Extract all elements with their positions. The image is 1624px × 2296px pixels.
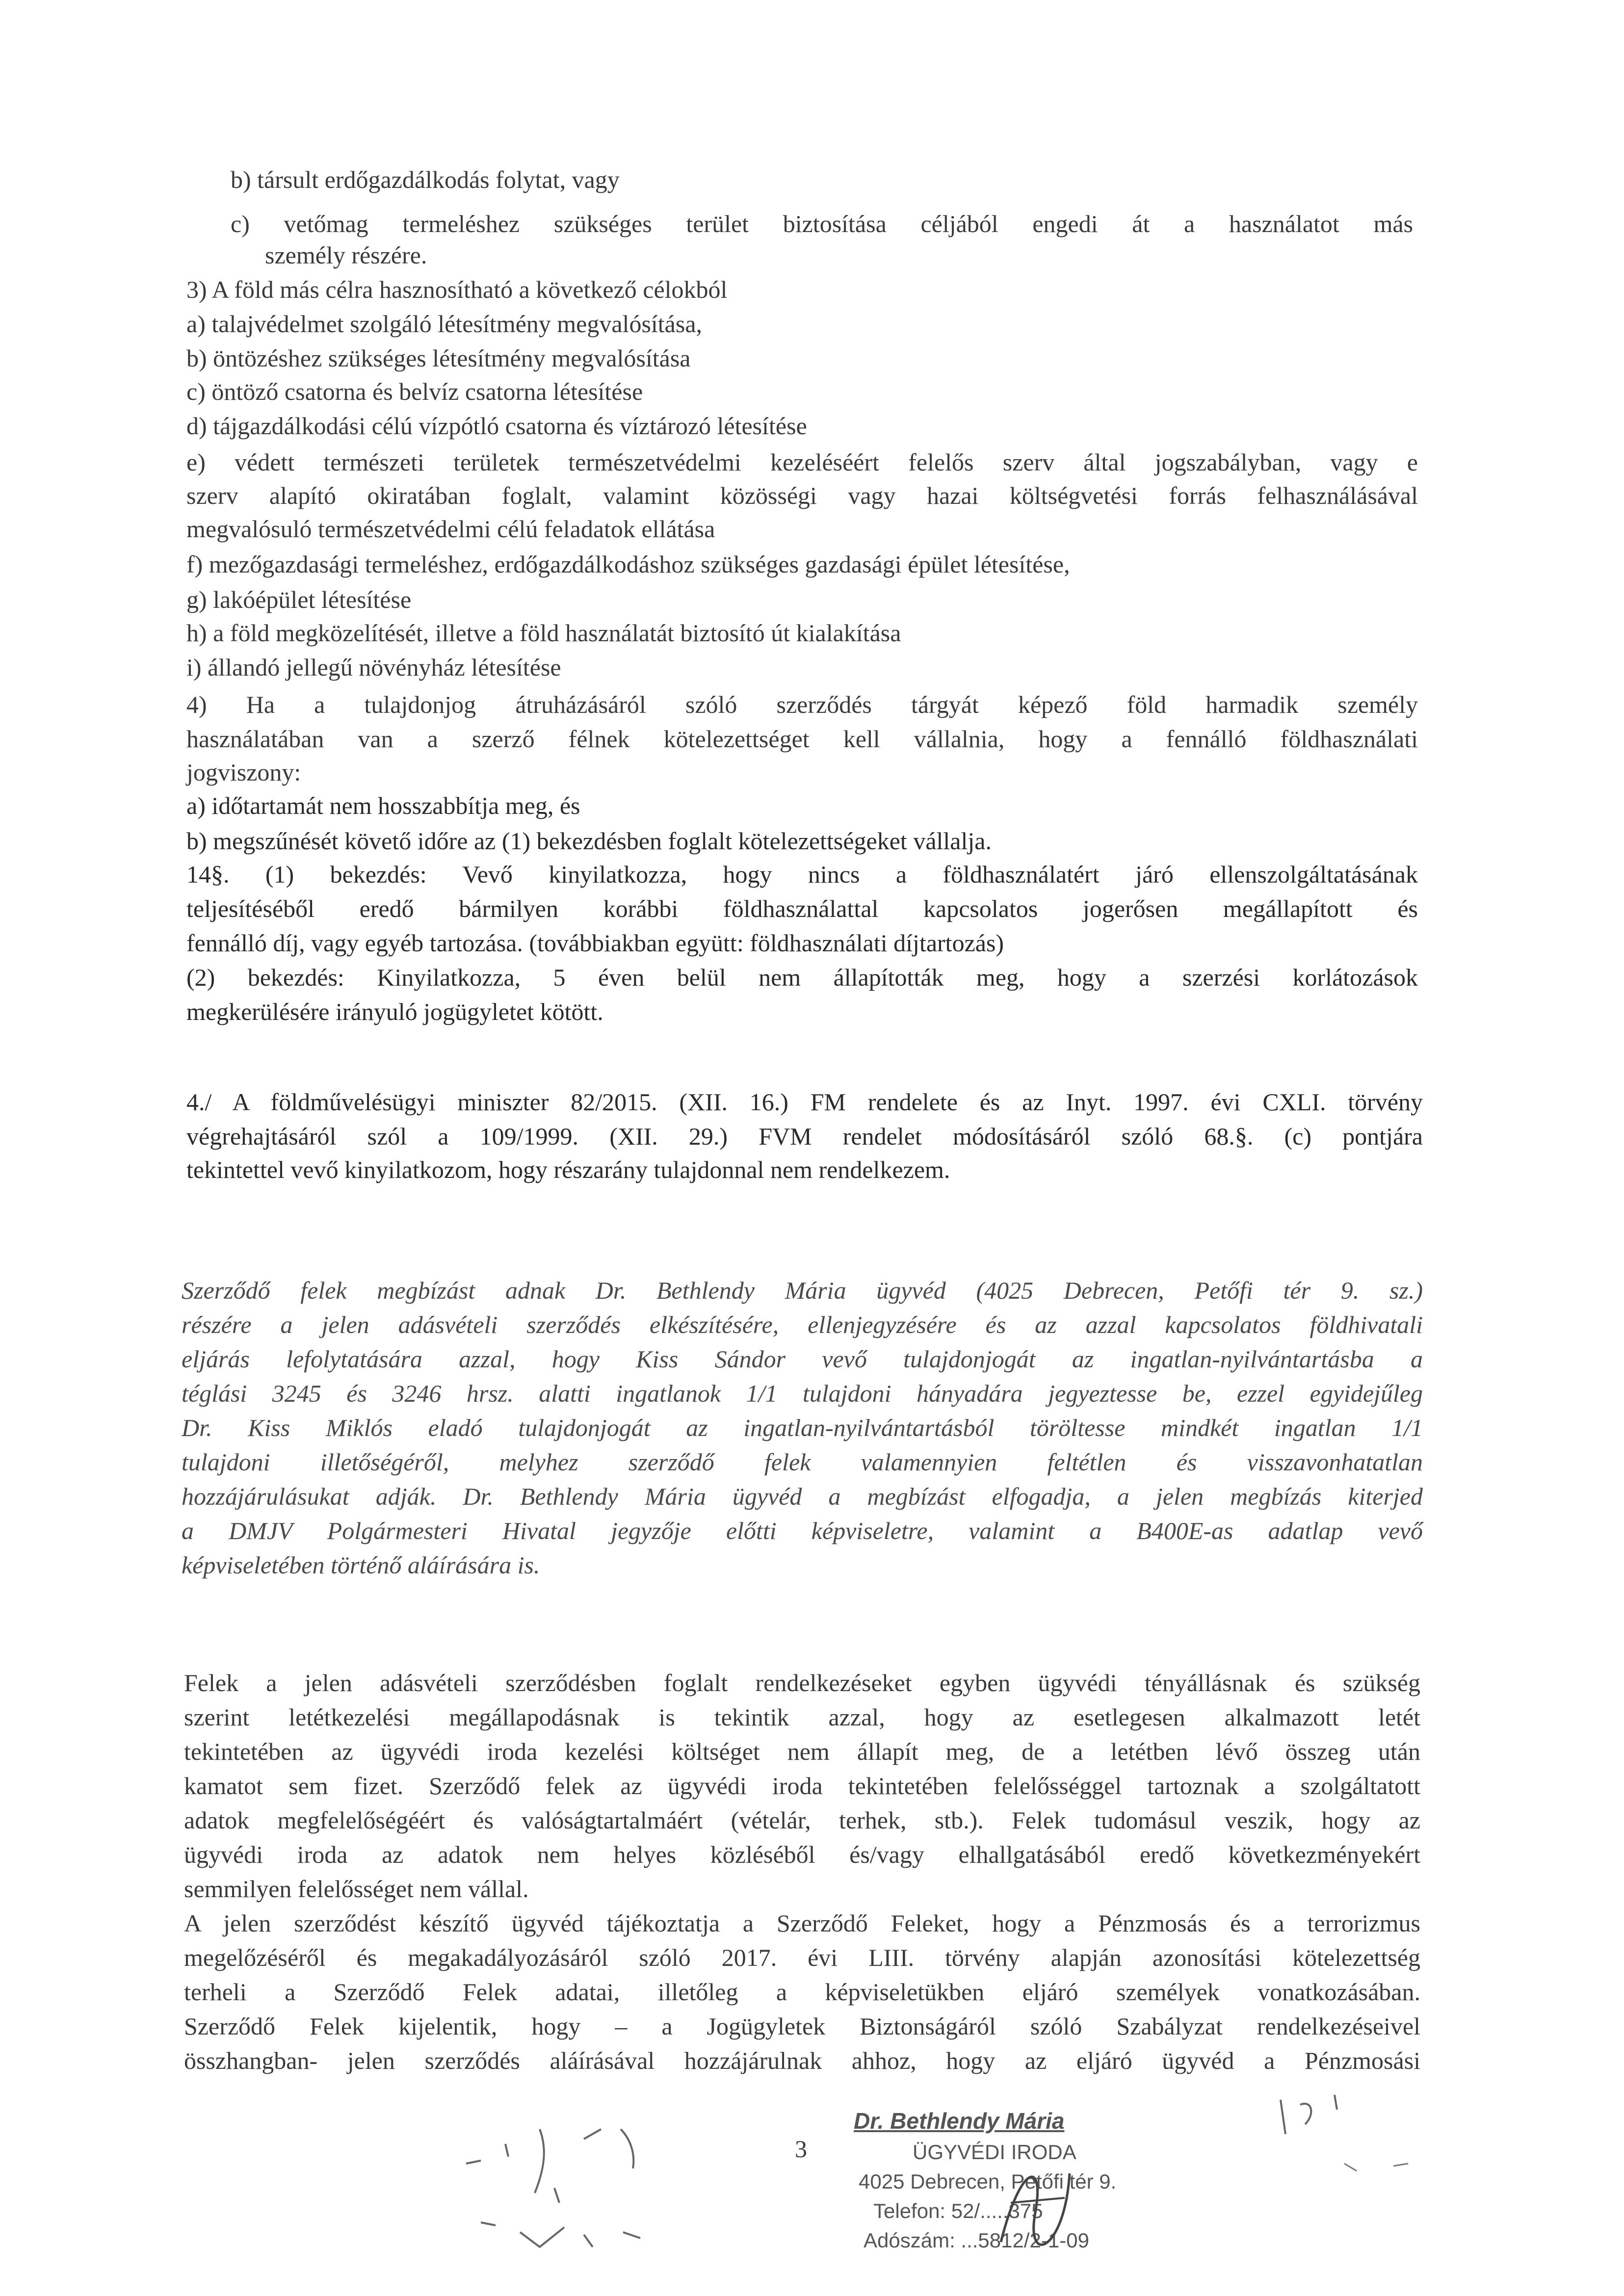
- text-line: Felek a jelen adásvételi szerződésben foglalt rendelkezéseket egyben ügyvédi tényállásnak és szükség: [184, 1669, 1420, 1696]
- text-line: kamatot sem fizet. Szerződő felek az ügyvédi iroda tekintetében felelősséggel tartoznak a szolgáltatott: [184, 1772, 1420, 1800]
- stamp-address: 4025 Debrecen, Petőfi tér 9.: [859, 2170, 1117, 2193]
- text-line: b) társult erdőgazdálkodás folytat, vagy: [231, 166, 620, 193]
- text-line: (2) bekezdés: Kinyilatkozza, 5 éven belül nem állapították meg, hogy a szerzési korlátozások: [186, 964, 1418, 991]
- stamp-office: ÜGYVÉDI IRODA: [913, 2140, 1076, 2164]
- text-line: f) mezőgazdasági termeléshez, erdőgazdálkodáshoz szükséges gazdasági épület létesítése,: [186, 550, 1070, 578]
- text-line: a) időtartamát nem hosszabbítja meg, és: [186, 792, 580, 819]
- text-line: használatában van a szerző félnek kötelezettséget kell vállalnia, hogy a fennálló földhasználati: [186, 725, 1418, 753]
- text-line: megkerülésére irányuló jogügyletet kötött.: [186, 998, 603, 1025]
- text-line: Szerződő Felek kijelentik, hogy – a Jogügyletek Biztonságáról szóló Szabályzat rendelkezéseivel: [184, 2012, 1420, 2040]
- text-line: g) lakóépület létesítése: [186, 586, 412, 613]
- stamp-name: Dr. Bethlendy Mária: [854, 2108, 1065, 2134]
- text-line: megelőzéséről és megakadályozásáról szóló 2017. évi LIII. törvény alapján azonosítási kötelezettség: [184, 1944, 1420, 1971]
- stamp-signature-scribble: [991, 2144, 1079, 2257]
- stamp-tax-number: Adószám: ...5812/2-1-09: [864, 2229, 1089, 2252]
- text-line: 4./ A földművelésügyi miniszter 82/2015. (XII. 16.) FM rendelete és az Inyt. 1997. évi CXLI. törvény: [186, 1088, 1423, 1116]
- signature-marks-right: [1266, 2090, 1452, 2188]
- lawyer-stamp: [844, 2110, 1163, 2276]
- text-line: végrehajtásáról szól a 109/1999. (XII. 29.) FVM rendelet módosításáról szóló 68.§. (c) pontjára: [186, 1122, 1423, 1150]
- text-line: A jelen szerződést készítő ügyvéd tájékoztatja a Szerződő Feleket, hogy a Pénzmosás és a terrorizmus: [184, 1909, 1420, 1937]
- text-line: i) állandó jellegű növényház létesítése: [186, 653, 561, 681]
- text-line: a) talajvédelmet szolgáló létesítmény megvalósítása,: [186, 310, 703, 338]
- text-line: személy részére.: [265, 241, 427, 269]
- text-line: fennálló díj, vagy egyéb tartozása. (továbbiakban együtt: földhasználati díjtartozás): [186, 929, 1004, 957]
- text-line: terheli a Szerződő Felek adatai, illetőleg a képviseletükben eljáró személyek vonatkozásában.: [184, 1978, 1420, 2006]
- text-line: megvalósuló természetvédelmi célú feladatok ellátása: [186, 515, 715, 543]
- text-line: tekintettel vevő kinyilatkozom, hogy részarány tulajdonnal nem rendelkezem.: [186, 1156, 950, 1183]
- text-line: összhangban- jelen szerződés aláírásával hozzájárulnak ahhoz, hogy az eljáró ügyvéd a Pénzmosási: [184, 2047, 1420, 2074]
- text-line: eljárás lefolytatására azzal, hogy Kiss Sándor vevő tulajdonjogát az ingatlan-nyilvántartásba a: [182, 1345, 1423, 1373]
- text-line: ügyvédi iroda az adatok nem helyes közléséből és/vagy elhallgatásából eredő következményekért: [184, 1841, 1420, 1868]
- text-line: tekintetében az ügyvédi iroda kezelési költséget nem állapít meg, de a letétben lévő összeg után: [184, 1738, 1420, 1765]
- text-line: Dr. Kiss Miklós eladó tulajdonjogát az ingatlan-nyilvántartásból töröltesse mindkét ingatlan 1/1: [182, 1414, 1423, 1441]
- text-line: részére a jelen adásvételi szerződés elkészítésére, ellenjegyzésére és az azzal kapcsolatos földhivatali: [182, 1311, 1423, 1338]
- text-line: c) öntöző csatorna és belvíz csatorna létesítése: [186, 378, 643, 405]
- text-line: c) vetőmag termeléshez szükséges terület biztosítása céljából engedi át a használatot más: [231, 210, 1413, 237]
- text-line: 4) Ha a tulajdonjog átruházásáról szóló szerződés tárgyát képező föld harmadik személy: [186, 691, 1418, 718]
- text-line: téglási 3245 és 3246 hrsz. alatti ingatlanok 1/1 tulajdoni hányadára jegyeztesse be, ezzel egyidejűleg: [182, 1380, 1423, 1407]
- text-line: jogviszony:: [186, 758, 301, 786]
- text-line: b) öntözéshez szükséges létesítmény megvalósítása: [186, 344, 691, 372]
- stamp-phone: Telefon: 52/.....375: [873, 2199, 1043, 2222]
- text-line: e) védett természeti területek természetvédelmi kezeléséért felelős szerv által jogszabályban, vagy e: [186, 448, 1418, 476]
- text-line: képviseletében történő aláírására is.: [182, 1551, 540, 1579]
- text-line: h) a föld megközelítését, illetve a föld használatát biztosító út kialakítása: [186, 619, 901, 647]
- page-number: 3: [795, 2135, 807, 2163]
- text-line: adatok megfelelőségéért és valóságtartalmáért (vételár, terhek, stb.). Felek tudomásul veszik, hogy az: [184, 1806, 1420, 1834]
- text-line: szerv alapító okiratában foglalt, valamint közösségi vagy hazai költségvetési forrás felhasználásával: [186, 482, 1418, 509]
- text-line: 3) A föld más célra hasznosítható a következő célokból: [186, 276, 728, 303]
- text-line: hozzájárulásukat adják. Dr. Bethlendy Mária ügyvéd a megbízást elfogadja, a jelen megbízás kiterjed: [182, 1483, 1423, 1510]
- text-line: 14§. (1) bekezdés: Vevő kinyilatkozza, hogy nincs a földhasználatért járó ellenszolgáltatásának: [186, 861, 1418, 888]
- text-line: teljesítéséből eredő bármilyen korábbi földhasználattal kapcsolatos jogerősen megállapított és: [186, 895, 1418, 922]
- text-line: d) tájgazdálkodási célú vízpótló csatorna és víztározó létesítése: [186, 412, 807, 440]
- text-line: semmilyen felelősséget nem vállal.: [184, 1875, 529, 1903]
- text-line: b) megszűnését követő időre az (1) bekezdésben foglalt kötelezettségeket vállalja.: [186, 827, 992, 855]
- text-line: tulajdoni illetőségéről, melyhez szerződő felek valamennyien feltétlen és visszavonhatatlan: [182, 1448, 1423, 1476]
- text-line: a DMJV Polgármesteri Hivatal jegyzője előtti képviseletre, valamint a B400E-as adatlap vevő: [182, 1517, 1423, 1544]
- text-line: Szerződő felek megbízást adnak Dr. Bethlendy Mária ügyvéd (4025 Debrecen, Petőfi tér 9. sz.): [182, 1277, 1423, 1304]
- signature-marks-left: [461, 2110, 667, 2257]
- text-line: szerint letétkezelési megállapodásnak is tekintik azzal, hogy az esetlegesen alkalmazott letét: [184, 1703, 1420, 1731]
